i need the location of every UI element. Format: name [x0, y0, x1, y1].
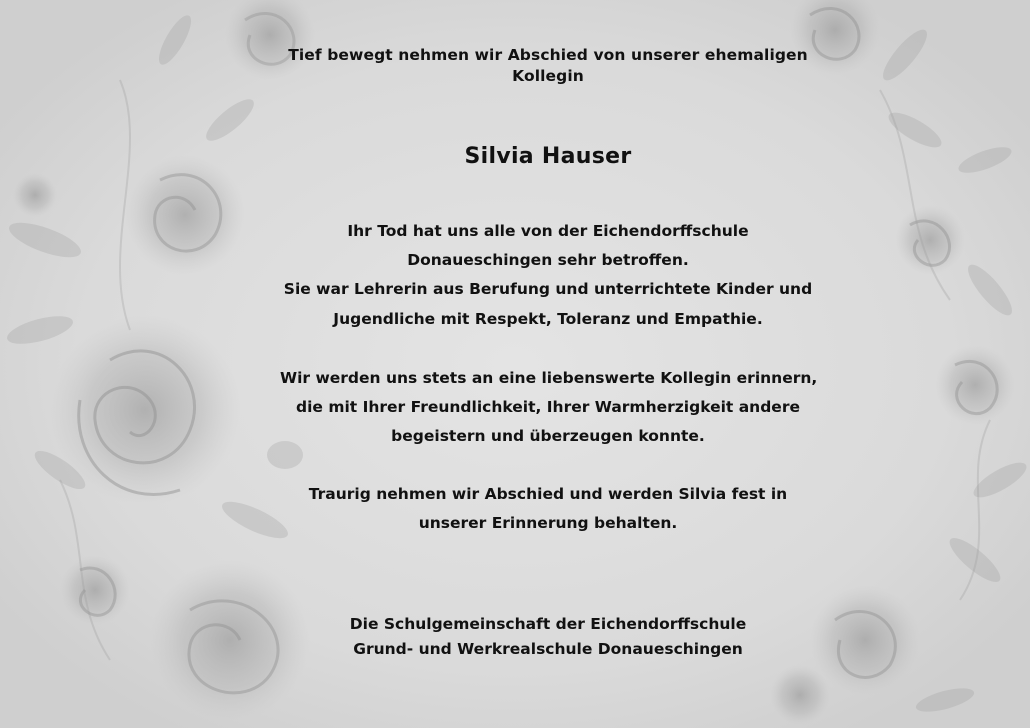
intro-text [280, 45, 816, 87]
paragraph-line: Ihr Tod hat uns alle von der Eichendorffschule [347, 222, 749, 240]
paragraph-line: die mit Ihrer Freundlichkeit, Ihrer Warmherzigkeit andere [296, 398, 800, 417]
intro-line: Kollegin [512, 67, 584, 85]
deceased-name: Silvia Hauser [464, 144, 632, 169]
paragraph-line: Jugendliche mit Respekt, Toleranz und Empathie. [333, 309, 763, 328]
signature-line: Die Schulgemeinschaft der Eichendorffschule [349, 615, 747, 633]
paragraph-line: Sie war Lehrerin aus Berufung und unterrichtete Kinder und [283, 280, 813, 299]
intro-line: Tief bewegt nehmen wir Abschied von unserer ehemaligen [288, 46, 808, 64]
paragraph-line: Traurig nehmen wir Abschied und werden Silvia fest in [308, 485, 788, 503]
paragraph-remembrance [280, 364, 816, 452]
paragraph-line: begeistern und überzeugen konnte. [391, 427, 705, 446]
paragraph-line: Wir werden uns stets an eine liebenswerte Kollegin erinnern, [280, 369, 818, 387]
paragraph-line: unserer Erinnerung behalten. [418, 514, 678, 533]
paragraph-farewell [280, 480, 816, 538]
signature [280, 612, 816, 662]
paragraph-line: Donaueschingen sehr betroffen. [407, 251, 689, 270]
paragraph-tribute [280, 217, 816, 334]
signature-line: Grund- und Werkrealschule Donaueschingen [353, 640, 743, 658]
